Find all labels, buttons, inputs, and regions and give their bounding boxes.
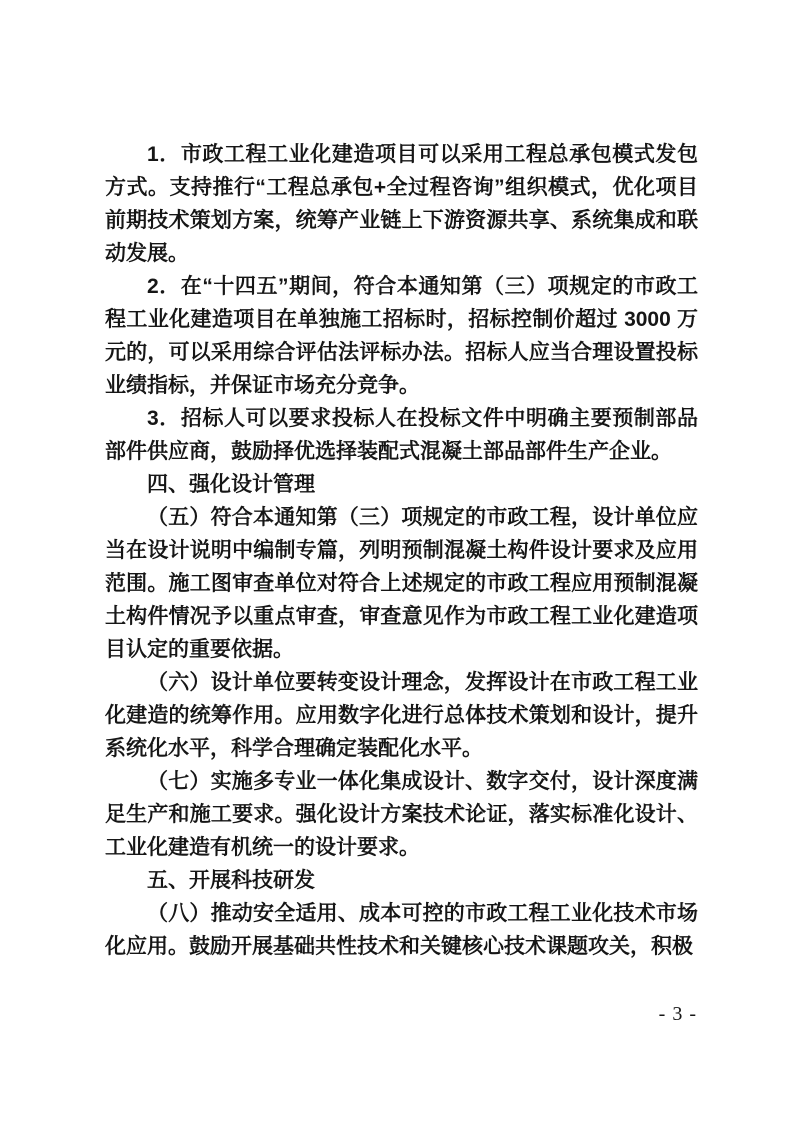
section-heading-5: 五、开展科技研发 <box>147 869 315 892</box>
item-paragraph-6: （六）设计单位要转变设计理念，发挥设计在市政工程工业化建造的统筹作用。应用数字化进行总体技术策划和设计，提升系统化水平，科学合理确定装配化水平。 <box>105 671 698 760</box>
page-number: - 3 - <box>658 1003 697 1025</box>
numbered-paragraph-1: 1．市政工程工业化建造项目可以采用工程总承包模式发包方式。支持推行“工程总承包+全过程咨询”组织模式，优化项目前期技术策划方案，统筹产业链上下游资源共享、系统集成和联动发展。 <box>105 143 698 265</box>
item-paragraph-7: （七）实施多专业一体化集成设计、数字交付，设计深度满足生产和施工要求。强化设计方案技术论证，落实标准化设计、工业化建造有机统一的设计要求。 <box>105 770 698 859</box>
item-paragraph-8: （八）推动安全适用、成本可控的市政工程工业化技术市场化应用。鼓励开展基础共性技术和关键核心技术课题攻关，积极 <box>105 902 698 958</box>
numbered-paragraph-3: 3．招标人可以要求投标人在投标文件中明确主要预制部品部件供应商，鼓励择优选择装配式混凝土部品部件生产企业。 <box>105 407 698 463</box>
numbered-paragraph-2: 2．在“十四五”期间，符合本通知第（三）项规定的市政工程工业化建造项目在单独施工招标时，招标控制价超过 3000 万元的，可以采用综合评估法评标办法。招标人应当合理设置投标业绩指标，并保证市场充分竞争。 <box>105 275 698 397</box>
section-heading-4: 四、强化设计管理 <box>147 473 315 496</box>
item-paragraph-5: （五）符合本通知第（三）项规定的市政工程，设计单位应当在设计说明中编制专篇，列明预制混凝土构件设计要求及应用范围。施工图审查单位对符合上述规定的市政工程应用预制混凝土构件情况予以重点审查，审查意见作为市政工程工业化建造项目认定的重要依据。 <box>105 506 698 661</box>
document-body <box>105 138 698 963</box>
